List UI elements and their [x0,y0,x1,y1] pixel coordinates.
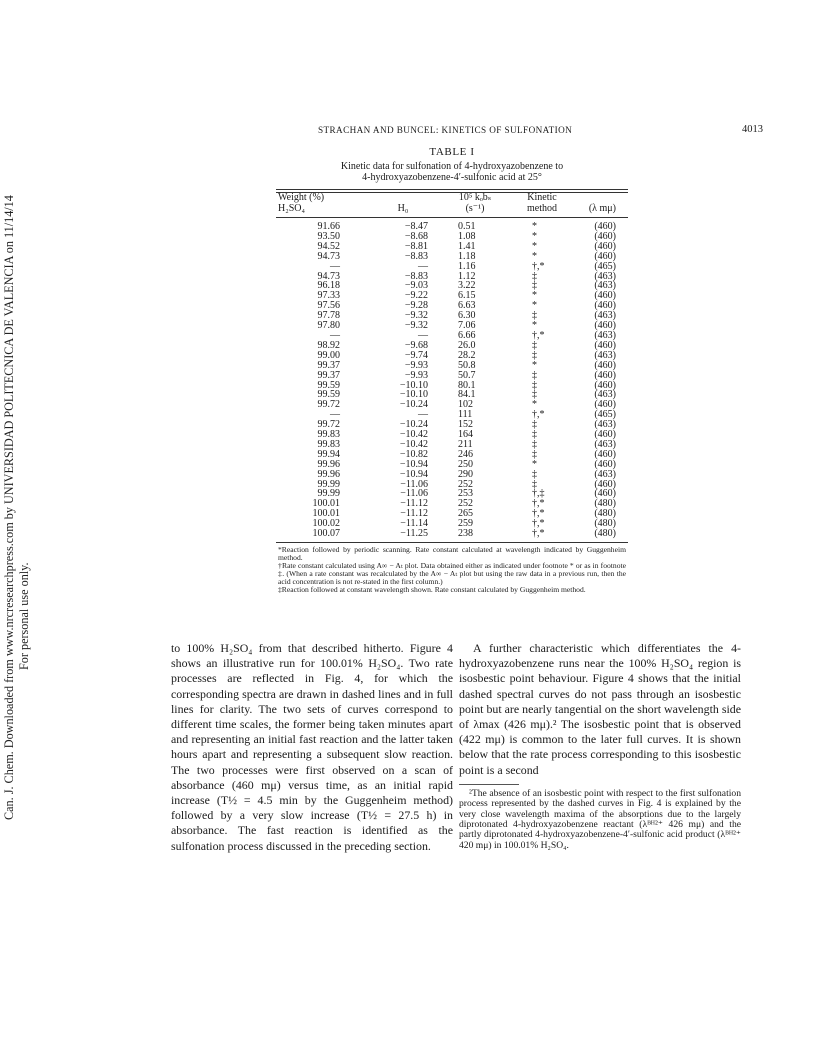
cell-h0: −9.93 [404,359,428,371]
cell-kobs: 7.06 [458,320,476,332]
cell-h0: — [418,260,428,272]
cell-h0: −9.28 [404,300,428,312]
cell-weight: 100.01 [312,508,340,520]
cell-lambda: (460) [594,448,616,460]
cell-weight: 99.00 [317,349,340,361]
cell-kobs: 6.15 [458,290,476,302]
cell-h0: −8.83 [404,250,428,262]
cell-kobs: 28.2 [458,349,476,361]
table-row [276,252,628,262]
cell-h0: −9.32 [404,310,428,322]
cell-weight: 99.37 [317,359,340,371]
cell-kobs: 164 [458,429,473,441]
cell-h0: −11.06 [400,488,428,500]
cell-weight: 97.80 [317,320,340,332]
cell-kobs: 250 [458,458,473,470]
cell-method: ‡ [532,468,537,480]
cell-kobs: 50.7 [458,369,476,381]
cell-weight: 99.94 [317,448,340,460]
cell-h0: −8.81 [404,240,428,252]
cell-h0: −10.42 [399,438,428,450]
cell-h0: −11.14 [400,518,428,530]
cell-method: ‡ [532,310,537,322]
cell-method: †,‡ [532,488,545,500]
kinetic-data-table [276,193,628,539]
header-kobs-units: (s⁻¹) [465,202,485,214]
cell-kobs: 246 [458,448,473,460]
cell-weight: 99.37 [317,369,340,381]
table-row [276,321,628,331]
header-weight: Weight (%) [278,192,325,203]
cell-lambda: (463) [594,389,616,401]
cell-weight: 94.73 [317,250,340,262]
cell-h0: −10.42 [399,429,428,441]
cell-h0: −9.22 [404,290,428,302]
cell-weight: 100.02 [312,518,340,530]
cell-h0: −10.94 [399,468,428,480]
cell-kobs: 3.22 [458,280,476,292]
cell-weight: 96.18 [317,280,340,292]
page-number: 4013 [742,124,763,135]
cell-lambda: (460) [594,369,616,381]
cell-method: †,* [532,409,545,421]
cell-h0: −10.94 [399,458,428,470]
cell-weight: 91.66 [317,221,340,232]
cell-method: †,* [532,528,545,540]
cell-h0: −8.83 [404,270,428,282]
cell-method: * [532,290,537,302]
right-column [459,641,741,851]
cell-lambda: (460) [594,379,616,391]
cell-method: ‡ [532,429,537,441]
cell-kobs: 6.63 [458,300,476,312]
cell-lambda: (463) [594,438,616,450]
cell-weight: 99.83 [317,438,340,450]
cell-weight: 99.96 [317,468,340,480]
cell-method: * [532,300,537,312]
cell-h0: −9.74 [404,349,428,361]
cell-lambda: (465) [594,409,616,421]
left-column-paragraph: to 100% H₂SO₄ from that described hitherto. Figure 4 shows an illustrative run for 100.01% H₂SO₄. Two rate processes are reflected in Fig. 4, for which the corresponding spectra are drawn in dashed lines and in full lines for clarity. The two sets of curves correspond to different time scales, the former being taken minutes apart and representing an initial fast reaction and the latter taken hours apart and representing a subsequent slow reaction. The two processes were first observed on a scan of absorbance (460 mμ) versus time, as an initial rapid increase (T½ = 4.5 min by the Guggenheim method) followed by a very slow increase (T½ = 27.5 h) in absorbance. The fast reaction is identified as the sulfonation process discussed in the preceding section. [171,641,453,853]
cell-h0: −9.93 [404,369,428,381]
cell-lambda: (460) [594,429,616,441]
cell-lambda: (460) [594,250,616,262]
cell-weight: 99.96 [317,458,340,470]
cell-lambda: (460) [594,458,616,470]
cell-weight: — [330,329,340,341]
cell-lambda: (460) [594,399,616,411]
cell-kobs: 290 [458,468,473,480]
cell-method: * [532,230,537,242]
footnote-rule [459,784,519,785]
cell-lambda: (460) [594,300,616,312]
cell-method: ‡ [532,280,537,292]
cell-lambda: (460) [594,488,616,500]
cell-weight: 97.33 [317,290,340,302]
cell-lambda: (463) [594,349,616,361]
table-caption-line-2: 4-hydroxyazobenzene-4′-sulfonic acid at 25° [362,172,542,183]
cell-weight: 99.99 [317,488,340,500]
cell-kobs: 1.18 [458,250,476,262]
cell-method: ‡ [532,379,537,391]
cell-weight: — [330,260,340,272]
cell-kobs: 252 [458,478,473,490]
cell-h0: −9.03 [404,280,428,292]
cell-kobs: 6.66 [458,329,476,341]
cell-h0: −11.25 [400,528,428,540]
cell-method: †,* [532,329,545,341]
table-block [276,146,628,595]
cell-kobs: 102 [458,399,473,411]
cell-h0: −10.24 [399,419,428,431]
footnote-ddagger: ‡Reaction followed at constant wavelength shown. Rate constant calculated by Guggenheim method. [278,585,586,595]
table-bottom-rule [276,542,628,543]
cell-weight: — [330,409,340,421]
cell-lambda: (460) [594,221,616,232]
cell-kobs: 1.08 [458,230,476,242]
cell-weight: 97.56 [317,300,340,312]
table-row [276,529,628,539]
cell-h0: −9.32 [404,320,428,332]
cell-method: * [532,399,537,411]
cell-lambda: (460) [594,359,616,371]
cell-method: * [532,221,537,232]
cell-kobs: 1.12 [458,270,476,282]
cell-method: ‡ [532,389,537,401]
table-caption-line-1: Kinetic data for sulfonation of 4-hydroxyazobenzene to [340,161,564,172]
watermark-line-2: For personal use only. [17,562,31,670]
cell-h0: −11.06 [400,478,428,490]
cell-method: ‡ [532,270,537,282]
table-footnotes [276,546,628,595]
cell-kobs: 1.16 [458,260,476,272]
cell-h0: −10.82 [399,448,428,460]
cell-lambda: (463) [594,419,616,431]
cell-method: * [532,458,537,470]
cell-kobs: 259 [458,518,473,530]
cell-lambda: (460) [594,478,616,490]
cell-h0: — [418,329,428,341]
cell-lambda: (465) [594,260,616,272]
watermark-line-1: Can. J. Chem. Downloaded from www.nrcresearchpress.com by UNIVERSIDAD POLITECNICA DE VALENCIA on 11/14/14 [2,195,16,820]
header-method-2: method [527,202,557,214]
cell-method: * [532,240,537,252]
cell-lambda: (460) [594,230,616,242]
cell-weight: 99.99 [317,478,340,490]
right-column-paragraph: A further characteristic which differentiates the 4-hydroxyazobenzene runs near the 100% H₂SO₄ region is isosbestic point behaviour. Figure 4 shows that the initial dashed spectral curves do not pass through an isosbestic point but are nearly tangential on the short wavelength side of λmax (426 mμ).² The isosbestic point that is observed (422 mμ) is common to the later full curves. It is shown below that the rate process corresponding to this isosbestic point is a second [459,641,741,777]
cell-h0: −9.68 [404,339,428,351]
cell-weight: 99.72 [317,399,340,411]
cell-h0: −11.12 [400,508,428,520]
cell-kobs: 6.30 [458,310,476,322]
footnote-star: *Reaction followed by periodic scanning. Rate constant calculated at wavelength indicated by Guggenheim method. [278,545,626,563]
cell-lambda: (460) [594,339,616,351]
cell-lambda: (480) [594,498,616,510]
cell-kobs: 1.41 [458,240,476,252]
table-body [276,222,628,539]
cell-lambda: (480) [594,518,616,530]
cell-weight: 99.59 [317,389,340,401]
cell-lambda: (463) [594,280,616,292]
cell-h0: −8.68 [404,230,428,242]
cell-weight: 99.72 [317,419,340,431]
cell-kobs: 0.51 [458,221,476,232]
cell-method: * [532,320,537,332]
cell-kobs: 80.1 [458,379,476,391]
cell-h0: — [418,409,428,421]
table-title: TABLE I [429,146,475,158]
cell-weight: 93.50 [317,230,340,242]
cell-kobs: 50.8 [458,359,476,371]
cell-method: ‡ [532,448,537,460]
cell-method: ‡ [532,478,537,490]
cell-weight: 100.07 [312,528,340,540]
cell-method: ‡ [532,349,537,361]
cell-kobs: 84.1 [458,389,476,401]
cell-h0: −11.12 [400,498,428,510]
cell-kobs: 265 [458,508,473,520]
cell-method: * [532,250,537,262]
cell-lambda: (480) [594,528,616,540]
cell-lambda: (480) [594,508,616,520]
header-lambda: (λ mμ) [588,202,616,214]
download-watermark [2,180,36,820]
running-head: STRACHAN AND BUNCEL: KINETICS OF SULFONATION [318,125,573,135]
cell-method: †,* [532,518,545,530]
cell-kobs: 252 [458,498,473,510]
cell-weight: 99.59 [317,379,340,391]
cell-weight: 98.92 [317,339,340,351]
cell-h0: −10.10 [399,389,428,401]
cell-kobs: 111 [458,409,473,421]
cell-weight: 99.83 [317,429,340,441]
cell-method: †,* [532,498,545,510]
footnote-dagger: †Rate constant calculated using A∞ − Aₜ plot. Data obtained either as indicated under footnote * or as in footnote ‡. (When a rate constant was recalculated by the A∞ − Aₜ plot but using the raw data in a previous run, then the acid concentration is not re-stated in the first column.) [278,561,626,587]
cell-weight: 94.52 [317,240,340,252]
cell-lambda: (463) [594,310,616,322]
cell-kobs: 238 [458,528,473,540]
cell-method: ‡ [532,369,537,381]
header-h2so4: H₂SO₄ [278,202,305,214]
table-header-row-2 [276,204,628,215]
cell-weight: 94.73 [317,270,340,282]
cell-kobs: 211 [458,438,473,450]
table-row [276,400,628,410]
table-row [276,371,628,381]
cell-method: * [532,359,537,371]
cell-lambda: (463) [594,270,616,282]
cell-method: ‡ [532,419,537,431]
cell-h0: −8.47 [404,221,428,232]
header-h0: H₀ [397,202,409,214]
cell-method: ‡ [532,339,537,351]
cell-lambda: (463) [594,468,616,480]
header-method: Kinetic [527,192,557,203]
cell-lambda: (460) [594,240,616,252]
left-column [171,641,453,854]
header-kobs: 10⁵ kₒbₛ [458,192,492,203]
cell-kobs: 152 [458,419,473,431]
cell-method: ‡ [532,438,537,450]
cell-kobs: 26.0 [458,339,476,351]
cell-method: †,* [532,260,545,272]
cell-weight: 100.01 [312,498,340,510]
table-caption [276,161,628,183]
cell-lambda: (460) [594,320,616,332]
cell-kobs: 253 [458,488,473,500]
table-header-row-1 [276,193,628,204]
footnote-2: ²The absence of an isosbestic point with respect to the first sulfonation process represented by the dashed curves in Fig. 4 is explained by the very close wavelength maxima of the absorptions due to the largely diprotonated 4-hydroxyazobenzene reactant (λᴮᴴ²⁺ 426 mμ) and the partly diprotonated 4-hydroxyazobenzene-4′-sulfonic acid product (λᴮᴴ²⁺ 420 mμ) in 100.01% H₂SO₄. [459,787,741,851]
table-top-rule [276,189,628,190]
cell-lambda: (463) [594,329,616,341]
cell-weight: 97.78 [317,310,340,322]
cell-method: †,* [532,508,545,520]
cell-lambda: (460) [594,290,616,302]
cell-h0: −10.10 [399,379,428,391]
cell-h0: −10.24 [399,399,428,411]
